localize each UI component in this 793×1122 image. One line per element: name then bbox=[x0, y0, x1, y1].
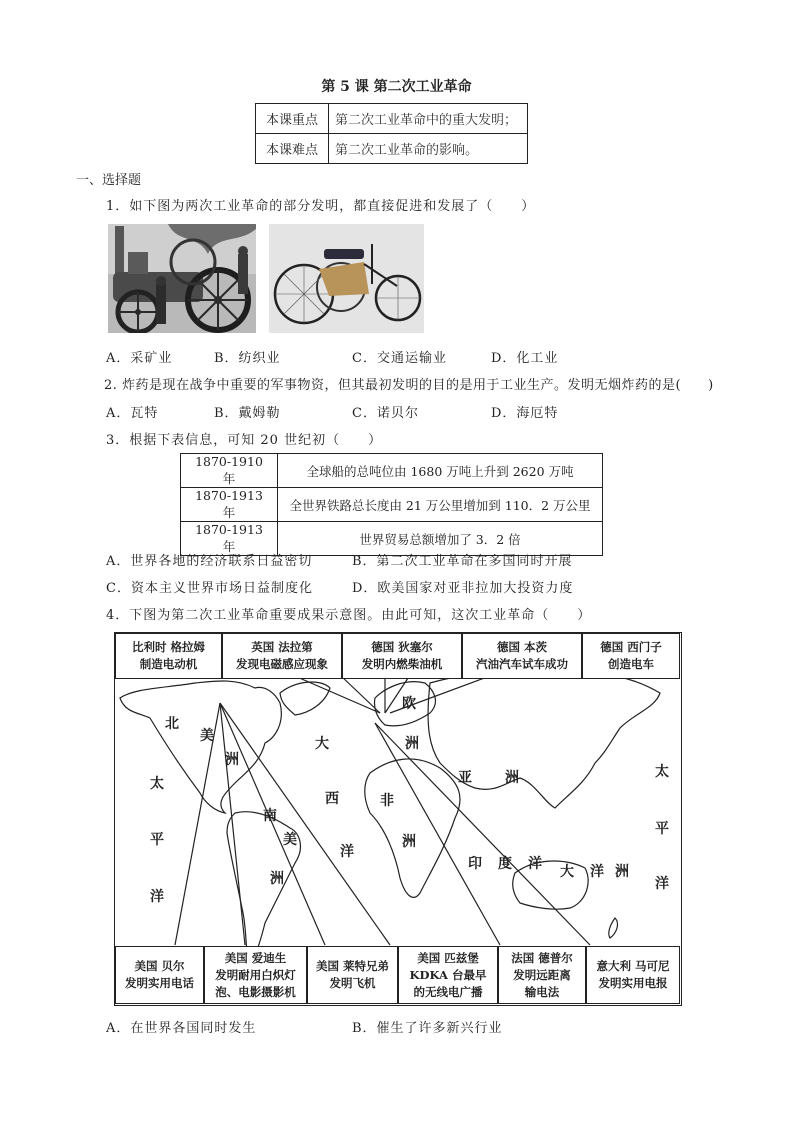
map-label: 大 bbox=[315, 736, 329, 752]
map-box-marconi bbox=[586, 946, 680, 1004]
q3-option-d[interactable]: D．欧美国家对亚非拉加大投资力度 bbox=[352, 581, 574, 596]
map-label: 欧 bbox=[402, 696, 416, 712]
box-line: 发明飞机 bbox=[329, 976, 376, 990]
key-value: 第二次工业革命中的重大发明； bbox=[329, 104, 528, 134]
map-label: 洋 bbox=[655, 876, 669, 892]
north-america-outline bbox=[120, 681, 281, 813]
map-box-diesel bbox=[342, 633, 462, 679]
desc-cell: 全世界铁路总长度由 21 万公里增加到 110．2 万公里 bbox=[278, 488, 603, 522]
box-line: 美国 匹兹堡 bbox=[417, 950, 479, 965]
q1-option-d[interactable]: D．化工业 bbox=[491, 351, 559, 366]
box-line: KDKA 台最早 bbox=[409, 967, 487, 982]
map-label: 洋 bbox=[150, 889, 164, 905]
year-cell: 1870-1913 年 bbox=[181, 522, 278, 556]
map-label: 非 bbox=[380, 793, 394, 809]
map-label: 美 bbox=[283, 832, 297, 848]
map-label: 洲 bbox=[402, 834, 416, 850]
lesson-key-table bbox=[255, 103, 528, 164]
map-box-bell bbox=[115, 946, 204, 1004]
map-label: 洲 bbox=[505, 770, 519, 786]
box-line: 发明实用电报 bbox=[598, 976, 668, 990]
greenland-outline bbox=[280, 682, 330, 715]
section-heading: 一、选择题 bbox=[76, 173, 142, 188]
map-label: 洋 bbox=[340, 844, 354, 860]
map-label: 洲 bbox=[225, 752, 239, 768]
key-label: 本课难点 bbox=[256, 134, 329, 164]
box-line: 德国 本茨 bbox=[496, 640, 547, 654]
box-line: 意大利 马可尼 bbox=[596, 959, 670, 973]
box-line: 汽油汽车试车成功 bbox=[476, 657, 568, 671]
new-zealand-outline bbox=[609, 918, 618, 938]
steam-traction-engine-photo bbox=[108, 224, 256, 333]
map-label: 洲 bbox=[270, 871, 284, 887]
desc-cell: 全球船的总吨位由 1680 万吨上升到 2620 万吨 bbox=[278, 454, 603, 488]
map-label: 平 bbox=[655, 821, 669, 837]
map-box-kdka bbox=[398, 946, 498, 1004]
q1-option-c[interactable]: C．交通运输业 bbox=[352, 351, 447, 366]
map-label: 平 bbox=[150, 832, 164, 848]
q2-option-b[interactable]: B．戴姆勒 bbox=[214, 406, 281, 421]
table-row bbox=[181, 454, 603, 488]
map-box-gramme bbox=[115, 633, 222, 679]
box-line: 发现电磁感应现象 bbox=[236, 657, 328, 671]
map-box-deprez bbox=[498, 946, 586, 1004]
box-line: 泡、电影摄影机 bbox=[215, 984, 296, 999]
map-label: 洲 bbox=[615, 864, 629, 880]
benz-motorwagen-photo bbox=[269, 224, 424, 333]
box-line: 美国 莱特兄弟 bbox=[315, 959, 389, 973]
q3-data-table bbox=[180, 453, 603, 556]
question-1-stem: 1．如下图为两次工业革命的部分发明，都直接促进和发展了（ ） bbox=[106, 199, 536, 214]
box-line: 德国 西门子 bbox=[600, 640, 662, 654]
box-line: 德国 狄塞尔 bbox=[371, 640, 433, 654]
table-row bbox=[256, 134, 528, 164]
map-label: 洋 bbox=[590, 864, 604, 880]
box-line: 制造电动机 bbox=[139, 657, 198, 671]
key-label: 本课重点 bbox=[256, 104, 329, 134]
world-map-figure bbox=[114, 632, 682, 1006]
map-box-benz bbox=[462, 633, 582, 679]
q3-option-a[interactable]: A．世界各地的经济联系日益密切 bbox=[106, 554, 313, 569]
map-label: 太 bbox=[150, 776, 164, 792]
map-label: 洋 bbox=[528, 856, 542, 872]
map-label: 度 bbox=[498, 856, 512, 872]
map-label: 太 bbox=[655, 764, 669, 780]
question-2-stem: 2. 炸药是现在战争中重要的军事物资，但其最初发明的目的是用于工业生产。发明无烟炸药的是( ) bbox=[104, 378, 714, 393]
box-line: 法国 德普尔 bbox=[511, 950, 573, 965]
q1-option-a[interactable]: A．采矿业 bbox=[106, 351, 173, 366]
map-label: 西 bbox=[325, 791, 339, 807]
box-line: 比利时 格拉姆 bbox=[131, 640, 205, 654]
q2-option-d[interactable]: D．海厄特 bbox=[491, 406, 559, 421]
map-box-siemens bbox=[582, 633, 680, 679]
box-line: 创造电车 bbox=[608, 657, 654, 671]
table-row bbox=[256, 104, 528, 134]
q1-option-b[interactable]: B．纺织业 bbox=[214, 351, 281, 366]
map-label: 大 bbox=[560, 864, 574, 880]
box-line: 发明耐用白炽灯 bbox=[215, 967, 296, 982]
box-line: 美国 贝尔 bbox=[134, 959, 185, 973]
q3-option-b[interactable]: B．第二次工业革命在多国同时开展 bbox=[352, 554, 573, 569]
australia-outline bbox=[513, 861, 588, 909]
year-cell: 1870-1913 年 bbox=[181, 488, 278, 522]
q2-option-a[interactable]: A．瓦特 bbox=[106, 406, 159, 421]
year-cell: 1870-1910 年 bbox=[181, 454, 278, 488]
map-label: 洲 bbox=[405, 736, 419, 752]
question-3-stem: 3．根据下表信息，可知 20 世纪初（ ） bbox=[106, 433, 383, 448]
map-label: 美 bbox=[200, 728, 214, 744]
desc-cell: 世界贸易总额增加了 3．2 倍 bbox=[278, 522, 603, 556]
q4-option-b[interactable]: B．催生了许多新兴行业 bbox=[352, 1021, 503, 1036]
map-box-edison bbox=[204, 946, 307, 1004]
box-line: 英国 法拉第 bbox=[251, 640, 313, 654]
question-4-stem: 4．下图为第二次工业革命重要成果示意图。由此可知，这次工业革命（ ） bbox=[106, 608, 592, 623]
map-label: 印 bbox=[468, 856, 482, 872]
box-line: 美国 爱迪生 bbox=[224, 950, 287, 965]
box-line: 发明实用电话 bbox=[125, 976, 194, 990]
map-label: 北 bbox=[165, 716, 179, 732]
q4-option-a[interactable]: A．在世界各国同时发生 bbox=[106, 1021, 257, 1036]
q2-option-c[interactable]: C．诺贝尔 bbox=[352, 406, 419, 421]
africa-outline bbox=[365, 759, 460, 897]
box-line: 发明远距离 bbox=[513, 967, 571, 982]
box-line: 输电法 bbox=[524, 984, 560, 999]
map-label: 亚 bbox=[458, 770, 472, 786]
map-box-wright bbox=[307, 946, 398, 1004]
map-label: 南 bbox=[263, 808, 277, 824]
asia-outline bbox=[428, 671, 660, 808]
table-row bbox=[181, 488, 603, 522]
key-value: 第二次工业革命的影响。 bbox=[329, 134, 528, 164]
q3-option-c[interactable]: C．资本主义世界市场日益制度化 bbox=[106, 581, 313, 596]
page-title: 第 5 课 第二次工业革命 bbox=[321, 79, 472, 95]
map-box-faraday bbox=[222, 633, 342, 679]
box-line: 发明内燃柴油机 bbox=[361, 657, 443, 671]
box-line: 的无线电广播 bbox=[413, 984, 483, 999]
